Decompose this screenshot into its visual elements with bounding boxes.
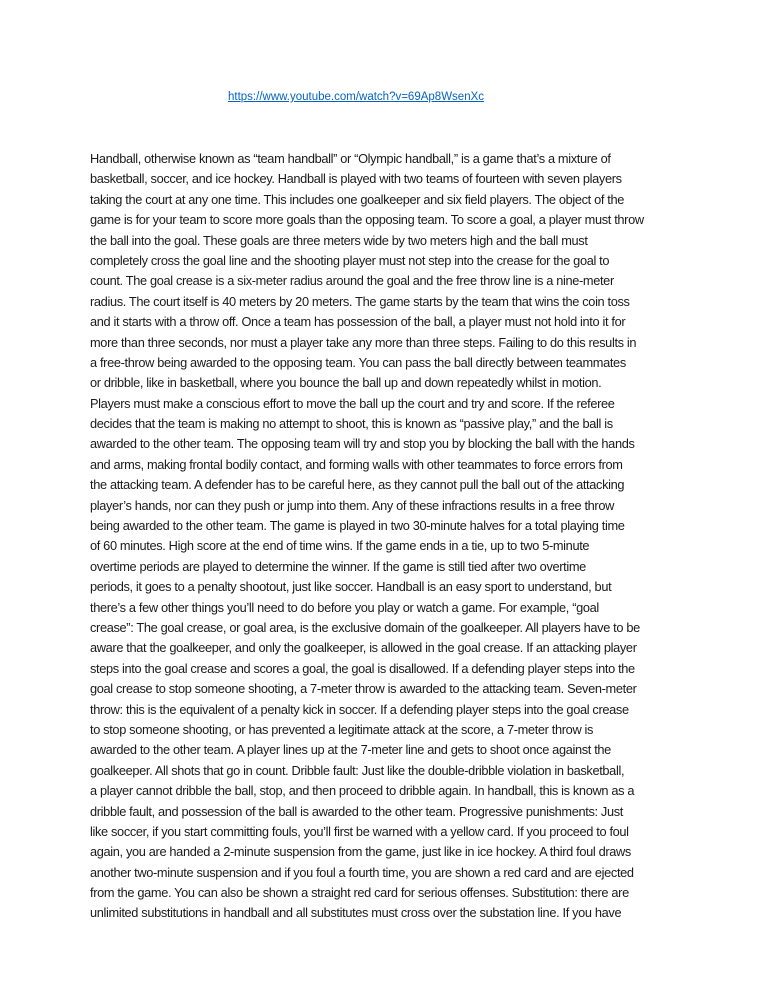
text-line: the attacking team. A defender has to be careful here, as they cannot pull the ball out of the attacking: [90, 477, 625, 493]
text-line: like soccer, if you start committing fouls, you’ll first be warned with a yellow card. If you proceed to foul: [90, 823, 629, 839]
text-line: goal crease to stop someone shooting, a 7-meter throw is awarded to the attacking team. Seven-meter: [90, 681, 637, 697]
text-line: overtime periods are played to determine the winner. If the game is still tied after two overtime: [90, 558, 586, 574]
text-line: radius. The court itself is 40 meters by 20 meters. The game starts by the team that wins the coin toss: [90, 293, 630, 309]
text-line: taking the court at any one time. This includes one goalkeeper and six field players. The object of the: [90, 191, 624, 207]
text-line: decides that the team is making no attempt to shoot, this is known as “passive play,” and the ball is: [90, 416, 613, 432]
text-line: another two-minute suspension and if you foul a fourth time, you are shown a red card and are ejected: [90, 864, 634, 880]
text-line: throw: this is the equivalent of a penalty kick in soccer. If a defending player steps into the goal crease: [90, 701, 629, 717]
text-line: and arms, making frontal bodily contact, and forming walls with other teammates to force errors from: [90, 456, 623, 472]
text-line: unlimited substitutions in handball and all substitutes must cross over the substation line. If you have: [90, 905, 622, 921]
text-line: Players must make a conscious effort to move the ball up the court and try and score. If the referee: [90, 395, 615, 411]
youtube-link[interactable]: https://www.youtube.com/watch?v=69Ap8WsenXc: [228, 91, 485, 103]
text-line: dribble fault, and possession of the ball is awarded to the other team. Progressive punishments: Just: [90, 803, 624, 819]
text-line: awarded to the other team. The opposing team will try and stop you by blocking the ball with the hands: [90, 436, 635, 452]
text-line: there’s a few other things you’ll need to do before you play or watch a game. For example, “goal: [90, 599, 599, 615]
text-line: or dribble, like in basketball, where you bounce the ball up and down repeatedly whilst in motion.: [90, 375, 602, 391]
text-line: the ball into the goal. These goals are three meters wide by two meters high and the ball must: [90, 232, 588, 248]
text-line: a free-throw being awarded to the opposing team. You can pass the ball directly between teammates: [90, 354, 626, 370]
text-line: count. The goal crease is a six-meter radius around the goal and the free throw line is a nine-meter: [90, 273, 614, 289]
text-line: a player cannot dribble the ball, stop, and then proceed to dribble again. In handball, this is known as a: [90, 783, 635, 799]
text-line: periods, it goes to a penalty shootout, just like soccer. Handball is an easy sport to understand, but: [90, 579, 612, 595]
text-line: and it starts with a throw off. Once a team has possession of the ball, a player must not hold into it for: [90, 314, 626, 330]
text-line: again, you are handed a 2-minute suspension from the game, just like in ice hockey. A third foul draws: [90, 844, 631, 860]
text-line: aware that the goalkeeper, and only the goalkeeper, is allowed in the goal crease. If an attacking player: [90, 640, 637, 656]
text-line: goalkeeper. All shots that go in count. Dribble fault: Just like the double-dribble violation in basketball,: [90, 762, 625, 778]
text-line: completely cross the goal line and the shooting player must not step into the crease for the goal to: [90, 252, 610, 268]
text-line: awarded to the other team. A player lines up at the 7-meter line and gets to shoot once against the: [90, 742, 611, 758]
text-line: Handball, otherwise known as “team handball” or “Olympic handball,” is a game that’s a mixture of: [90, 151, 611, 166]
text-line: from the game. You can also be shown a straight red card for serious offenses. Substitution: there are: [90, 885, 629, 901]
text-line: player’s hands, nor can they push or jump into them. Any of these infractions results in a free throw: [90, 497, 614, 513]
body-paragraph: [90, 149, 680, 924]
text-line: steps into the goal crease and scores a goal, the goal is disallowed. If a defending player steps into the: [90, 660, 635, 676]
text-line: to stop someone shooting, or has prevented a legitimate attack at the score, a 7-meter throw is: [90, 721, 594, 737]
text-line: basketball, soccer, and ice hockey. Handball is played with two teams of fourteen with seven players: [90, 171, 622, 187]
text-line: crease”: The goal crease, or goal area, is the exclusive domain of the goalkeeper. All players have to be: [90, 619, 640, 635]
text-line: of 60 minutes. High score at the end of time wins. If the game ends in a tie, up to two 5-minute: [90, 538, 590, 554]
text-line: being awarded to the other team. The game is played in two 30-minute halves for a total playing time: [90, 518, 625, 534]
text-line: more than three seconds, nor must a player take any more than three steps. Failing to do this results in: [90, 334, 637, 350]
text-line: game is for your team to score more goals than the opposing team. To score a goal, a player must throw: [90, 212, 644, 228]
